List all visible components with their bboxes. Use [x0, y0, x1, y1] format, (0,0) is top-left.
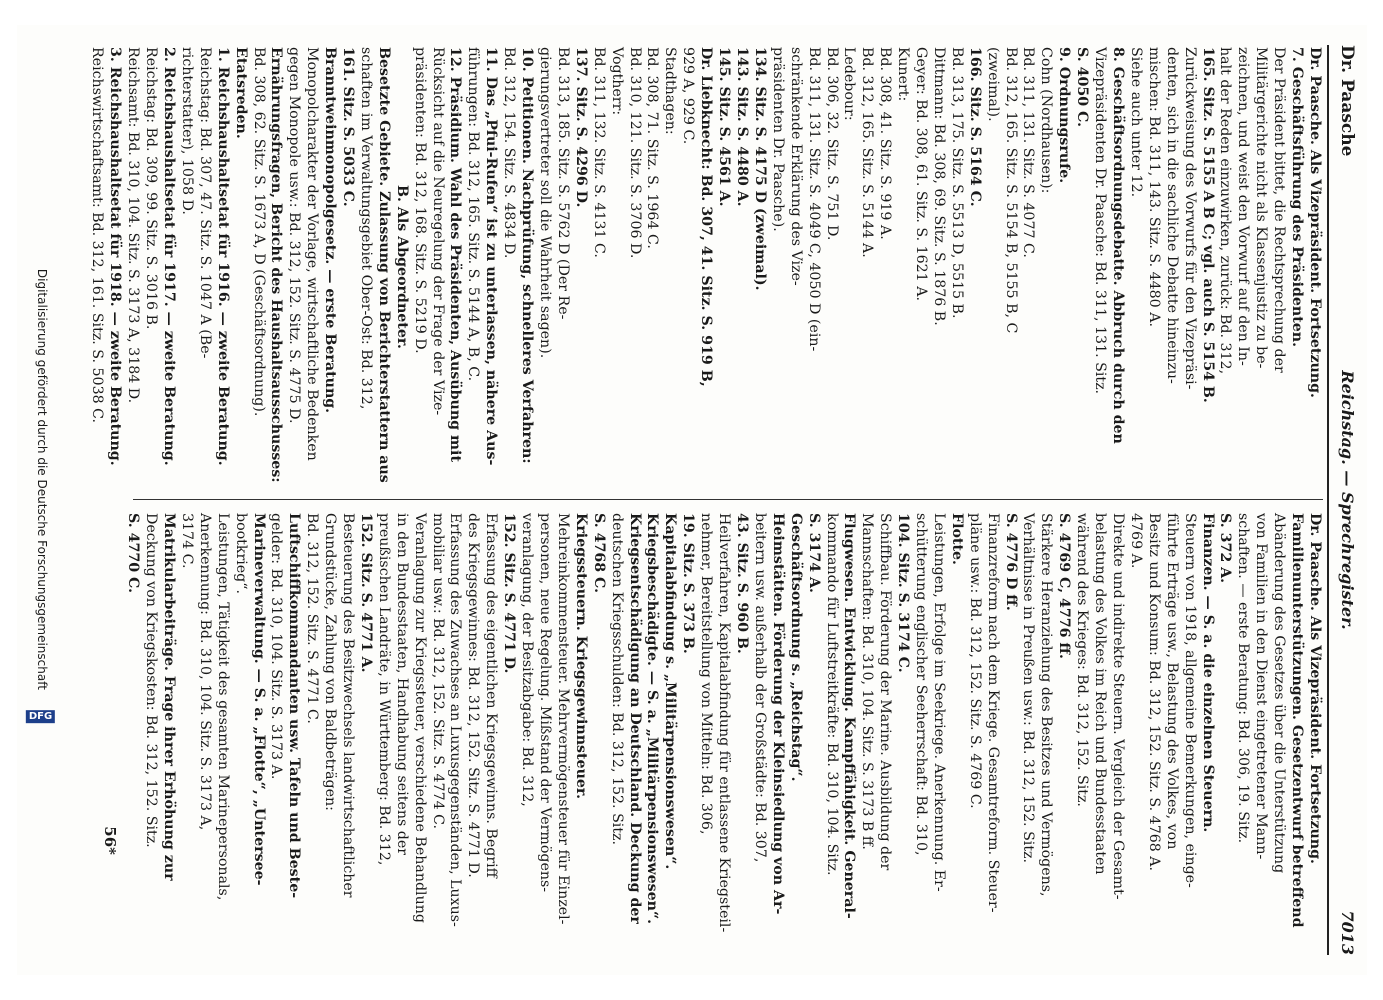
index-line: Erfassung des eigentlichen Kriegsgewinns. Begriff	[482, 513, 499, 878]
index-line: Dittmann: Bd. 308, 69. Sitz. S. 1876 B.	[930, 47, 947, 326]
index-line: Kriegsentschädigung an Deutschland. Deckung der	[626, 513, 643, 924]
index-line: 143. Sitz. S. 4480 A.	[733, 47, 750, 207]
index-line: 137. Sitz. S. 4296 D.	[572, 47, 589, 208]
index-line: schaften im Verwaltungsgebiet Ober-Ost: Bd. 312,	[357, 47, 374, 410]
index-line: 9. Ordnungsrufe.	[1055, 47, 1072, 184]
index-line: Mehreinkommensteuer. Mehrvermögensteuer für Einzel-	[554, 513, 571, 925]
index-line: Heilverfahren, Kapitalabfindung für entlassene Kriegsteil-	[715, 513, 732, 933]
index-line: Bd. 311, 131. Sitz. S. 4049 C, 4050 D (ein-	[805, 47, 822, 352]
index-line: personen, neue Regelung. Mißstand der Vermögens-	[536, 513, 553, 893]
index-line: Finanzen. — S. a. die einzelnen Steuern.	[1199, 513, 1216, 833]
index-line: Leistungen, Erfolge im Seekriege. Anerkennung. Er-	[930, 513, 947, 892]
index-line: gelder: Bd. 310, 104. Sitz. S. 3173 A.	[267, 513, 284, 780]
index-line: Matrikularbeiträge. Frage ihrer Erhöhung zur	[160, 513, 177, 881]
index-line: 166. Sitz. S. 5164 C.	[966, 47, 983, 207]
index-line: Marineverwaltung. — S. a. „Flotte“, „Untersee-	[250, 513, 267, 886]
index-line: gierungsvertreter soll die Wahrheit sagen).	[536, 47, 553, 359]
index-line: schränkende Erklärung des Vize-	[787, 47, 804, 286]
index-line: Bd. 311, 132. Sitz. S. 4131 C.	[590, 47, 607, 258]
index-line: mischen: Bd. 311, 143. Sitz. S. 4480 A.	[1145, 47, 1162, 327]
index-line: Bd. 308, 71. Sitz. S. 1964 C.	[643, 47, 660, 249]
index-line: 19. Sitz. S. 373 B.	[679, 513, 696, 654]
index-line: während des Krieges: Bd. 312, 152. Sitz.	[1073, 513, 1090, 807]
index-line: S. 372 A.	[1216, 513, 1233, 584]
index-line: (zweimal).	[984, 47, 1001, 122]
index-line: führte Erträge usw., Belastung des Volkes, von	[1163, 513, 1180, 850]
index-line: 8. Geschäftsordnungsdebatte. Abbruch durch den	[1109, 47, 1126, 444]
index-line: von Familien in den Dienst eingetretener Mann-	[1252, 513, 1269, 860]
index-line: Cohn (Nordhausen):	[1037, 47, 1054, 194]
index-line: Grundstücke, Zahlung von Baldbeträgen:	[321, 513, 338, 811]
index-line: Besteuerung des Besitzwechsels landwirtschaftlicher	[339, 513, 356, 898]
index-line: Monopolcharakter der Vorlage, wirtschaftliche Bedenken	[303, 47, 320, 461]
index-line: B. Als Abgeordneter.	[393, 185, 410, 349]
index-line: in den Bundesstaaten, Handhabung seitens der	[393, 513, 410, 856]
index-line: Mannschaften: Bd. 310, 104. Sitz. S. 3173 B ff.	[858, 513, 875, 850]
index-line: Veranlagung zur Kriegssteuer, verschiedene Behandlung	[411, 513, 428, 923]
index-line: Militärgerichte nicht als Klassenjustiz zu be-	[1252, 47, 1269, 369]
folio-mark: 56*	[100, 826, 119, 855]
index-line: Finanzreform nach dem Kriege. Gesamtreform. Steuer-	[984, 513, 1001, 913]
index-line: Heimstätten. Förderung der Kleinsiedlung von Ar-	[769, 513, 786, 915]
index-line: Reichstag: Bd. 309, 99. Sitz. S. 3016 B.	[142, 47, 159, 330]
index-line: Vogtherr:	[608, 47, 625, 116]
page-number: 7013	[1337, 910, 1357, 955]
index-line: richterstatter), 1058 D.	[178, 47, 195, 215]
index-line: Besitz und Konsum: Bd. 312, 152. Sitz. S. 4768 A.	[1145, 513, 1162, 872]
index-line: Ledebour:	[840, 47, 857, 121]
index-line: Kriegsbeschädigte. — S. a. „Militärpensionswesen“.	[643, 513, 660, 925]
scanned-page	[17, 25, 1367, 975]
index-line: Steuern von 1918, allgemeine Bemerkungen, einge-	[1181, 513, 1198, 888]
index-line: Deckung von Kriegskosten: Bd. 312, 152. Sitz.	[142, 513, 159, 848]
index-line: mobiliar usw.: Bd. 312, 152. Sitz. S. 4774 C.	[429, 513, 446, 830]
index-line: Bd. 312, 165. Sitz. S. 5144 A.	[858, 47, 875, 258]
index-line: Ernährungsfragen, Bericht des Haushaltsausschusses:	[267, 47, 284, 483]
index-line: Reichstag: Bd. 307, 47. Sitz. S. 1047 A (Be-	[196, 47, 213, 359]
index-line: des Kriegsgewinnes: Bd. 312, 152. Sitz. S. 4771 D.	[464, 513, 481, 878]
index-line: beitern usw. außerhalb der Großstädte: Bd. 307,	[751, 513, 768, 863]
index-line: 11. Das „Pfui-Rufen“ ist zu unterlassen, nähere Aus-	[482, 47, 499, 466]
index-line: Bd. 312, 154. Sitz. S. 4834 D.	[500, 47, 517, 259]
column-divider	[133, 499, 1323, 500]
page-header	[1331, 45, 1357, 955]
index-line: 3. Reichshaushaltsetat für 1918. — zweite Beratung.	[106, 47, 123, 466]
index-line: 7. Geschäftsführung des Präsidenten.	[1288, 47, 1305, 348]
index-line: 134. Sitz. S. 4175 D (zweimal).	[751, 47, 768, 291]
index-line: Rücksicht auf die Neuregelung der Frage der Vize-	[429, 47, 446, 416]
index-line: 165. Sitz. S. 5155 A B C; vgl. auch S. 5154 B.	[1199, 47, 1216, 403]
index-line: 43. Sitz. S. 960 B.	[733, 513, 750, 654]
index-line: Stärkere Heranziehung des Besitzes und Vermögens,	[1037, 513, 1054, 897]
index-line: Bd. 310, 121. Sitz. S. 3706 D.	[626, 47, 643, 259]
right-column	[123, 513, 1323, 953]
index-line: S. 4776 D ff.	[1002, 513, 1019, 611]
digitization-footer	[25, 25, 52, 975]
index-line: Bd. 311, 131. Sitz. S. 4077 C.	[1020, 47, 1036, 258]
index-line: Dr. Paasche. Als Vizepräsident. Fortsetzung.	[1306, 513, 1323, 864]
index-line: Kriegssteuern. Kriegsgewinnsteuer.	[572, 513, 589, 800]
index-line: Abänderung des Gesetzes über die Unterstützung	[1270, 513, 1287, 874]
index-line: Erfassung des Zuwachses an Luxusgegenständen, Luxus-	[447, 513, 463, 927]
index-line: 152. Sitz. S. 4771 D.	[500, 513, 517, 674]
index-line: schaften. — erste Beratung: Bd. 306, 19. Sitz.	[1234, 513, 1251, 844]
index-line: Bd. 313, 185. Sitz. S. 5762 D (Der Re-	[554, 47, 571, 320]
index-line: Der Präsident bittet, die Rechtsprechung der	[1270, 47, 1287, 373]
index-line: 10. Petitionen. Nachprüfung, schnelleres Verfahren:	[518, 47, 535, 464]
index-line: Schiffbau. Förderung der Marine. Ausbildung der	[876, 513, 893, 871]
index-line: Siehe auch unter 12.	[1127, 47, 1144, 198]
header-title: Reichstag. — Sprechregister.	[1337, 370, 1357, 630]
index-line: S. 3174 A.	[805, 513, 822, 593]
index-line: Leistungen, Tätigkeit des gesamten Marinepersonals,	[214, 513, 231, 901]
index-line: 12. Präsidium. Wahl des Präsidenten, Ausübung mit	[447, 47, 463, 462]
index-line: belastung des Volkes im Reich und Bundesstaaten	[1091, 513, 1108, 875]
index-line: Bd. 312, 152. Sitz. S. 4771 C.	[303, 513, 320, 724]
index-line: Dr. Liebknecht: Bd. 307, 41. Sitz. S. 919 B,	[697, 47, 714, 387]
index-line: pläne usw.: Bd. 312, 152. Sitz. S. 4769 C.	[966, 513, 983, 809]
index-line: präsidenten: Bd. 312, 168. Sitz. S. 5219 D.	[411, 47, 428, 354]
index-line: S. 4770 C.	[124, 513, 141, 594]
index-line: schütterung englischer Seeherrschaft: Bd. 310,	[912, 513, 929, 856]
index-line: preußischen Landräte, in Württemberg: Bd. 312,	[375, 513, 392, 866]
index-line: Verhältnisse in Preußen usw.: Bd. 312, 152. Sitz.	[1020, 513, 1036, 864]
index-line: Besetzte Gebiete. Zulassung von Berichterstattern aus	[375, 47, 392, 483]
index-line: nehmer, Bereitstellung von Mitteln: Bd. 306,	[697, 513, 714, 835]
index-line: gegen Monopole usw.: Bd. 312, 152. Sitz. S. 4775 D.	[285, 47, 302, 424]
index-line: Branntweinmonopolgesetz. — erste Beratung.	[321, 47, 338, 414]
header-name: Dr. Paasche	[1336, 45, 1357, 157]
index-line: 4769 A.	[1127, 513, 1144, 569]
index-line: 1. Reichshaushaltsetat für 1916. — zweite Beratung.	[214, 47, 231, 466]
header-rule	[1327, 45, 1329, 955]
index-line: S. 4769 C, 4776 ff.	[1055, 513, 1072, 659]
index-line: Luftschiffkommandanten usw. Tafeln und Beste-	[285, 513, 302, 899]
index-line: Kapitalabfindung s. „Militärpensionswesen“.	[661, 513, 678, 870]
index-line: Familienunterstützungen. Gesetzentwurf betreffend	[1288, 513, 1305, 928]
index-line: zeichnen, und weist den Vorwurf auf den In-	[1234, 47, 1251, 366]
index-line: Bd. 313, 175. Sitz. S. 5513 D, 5515 B.	[948, 47, 965, 319]
index-line: halt der Reden einzuwirken, zurück: Bd. 312,	[1216, 47, 1233, 375]
index-line: 929 A, 929 C.	[679, 47, 696, 145]
index-line: führungen: Bd. 312, 165. Sitz. S. 5144 A, B, C.	[464, 47, 481, 382]
index-line: präsidenten Dr. Paasche).	[769, 47, 786, 232]
index-line: Reichsamt: Bd. 310, 104. Sitz. S. 3173 A, 3184 D.	[124, 47, 141, 404]
index-line: kommando für Luftstreitkräfte: Bd. 310, 104. Sitz.	[823, 513, 840, 876]
index-line: Zurückweisung des Vorwurfs für den Vizepräsi-	[1181, 47, 1198, 390]
index-line: Direkte und indirekte Steuern. Vergleich der Gesamt-	[1109, 513, 1126, 900]
index-line: Bd. 308, 41. Sitz. S. 919 A.	[876, 47, 893, 240]
left-column	[88, 47, 1323, 487]
index-line: Stadthagen:	[661, 47, 678, 135]
index-line: S. 4768 C.	[590, 513, 607, 594]
index-line: 3174 C.	[178, 513, 195, 569]
index-line: Anerkennung: Bd. 310, 104. Sitz. S. 3173 A,	[196, 513, 213, 831]
index-line: 152. Sitz. S. 4771 A.	[357, 513, 374, 673]
index-line: 161. Sitz. S. 5033 C.	[339, 47, 356, 207]
dfg-logo: DFG	[25, 710, 54, 723]
index-line: 145. Sitz. S. 4561 A.	[715, 47, 732, 207]
index-line: Geschäftsordnung s. „Reichstag“.	[787, 513, 804, 782]
index-line: Reichswirtschaftsamt: Bd. 312, 161. Sitz. S. 5038 C.	[88, 47, 105, 423]
index-line: denten, sich in die sachliche Debatte hineinzu-	[1163, 47, 1180, 384]
index-line: Bd. 312, 165. Sitz. S. 5154 B, 5155 B, C	[1002, 47, 1019, 334]
index-line: Geyer: Bd. 308, 61. Sitz. S. 1621 A.	[912, 47, 929, 301]
index-line: Etatsreden.	[232, 47, 249, 139]
index-line: Dr. Paasche. Als Vizepräsident. Fortsetzung.	[1306, 47, 1323, 398]
footer-text: Digitalisierung gefördert durch die Deutsche Forschungsgemeinschaft	[34, 268, 49, 690]
index-line: S. 4050 C.	[1073, 47, 1090, 128]
index-line: Bd. 306, 32. Sitz. S. 751 D.	[823, 47, 840, 241]
index-line: veranlagung, der Besitzabgabe: Bd. 312,	[518, 513, 535, 807]
index-line: 104. Sitz. S. 3174 C.	[894, 513, 911, 673]
index-line: bootkrieg“.	[232, 513, 249, 595]
index-line: Flotte.	[948, 513, 965, 565]
index-line: deutschen Kriegsschulden: Bd. 312, 152. Sitz.	[608, 513, 625, 846]
index-line: Kunert:	[894, 47, 911, 102]
index-line: Vizepräsidenten Dr. Paasche: Bd. 311, 131. Sitz.	[1091, 47, 1108, 395]
index-line: Bd. 308, 62. Sitz. S. 1673 A, D (Geschäftsordnung).	[250, 47, 267, 417]
index-line: Flugwesen. Entwicklung. Kampffähigkeit. General-	[840, 513, 857, 919]
index-line: 2. Reichshaushaltsetat für 1917. — zweite Beratung.	[160, 47, 177, 466]
